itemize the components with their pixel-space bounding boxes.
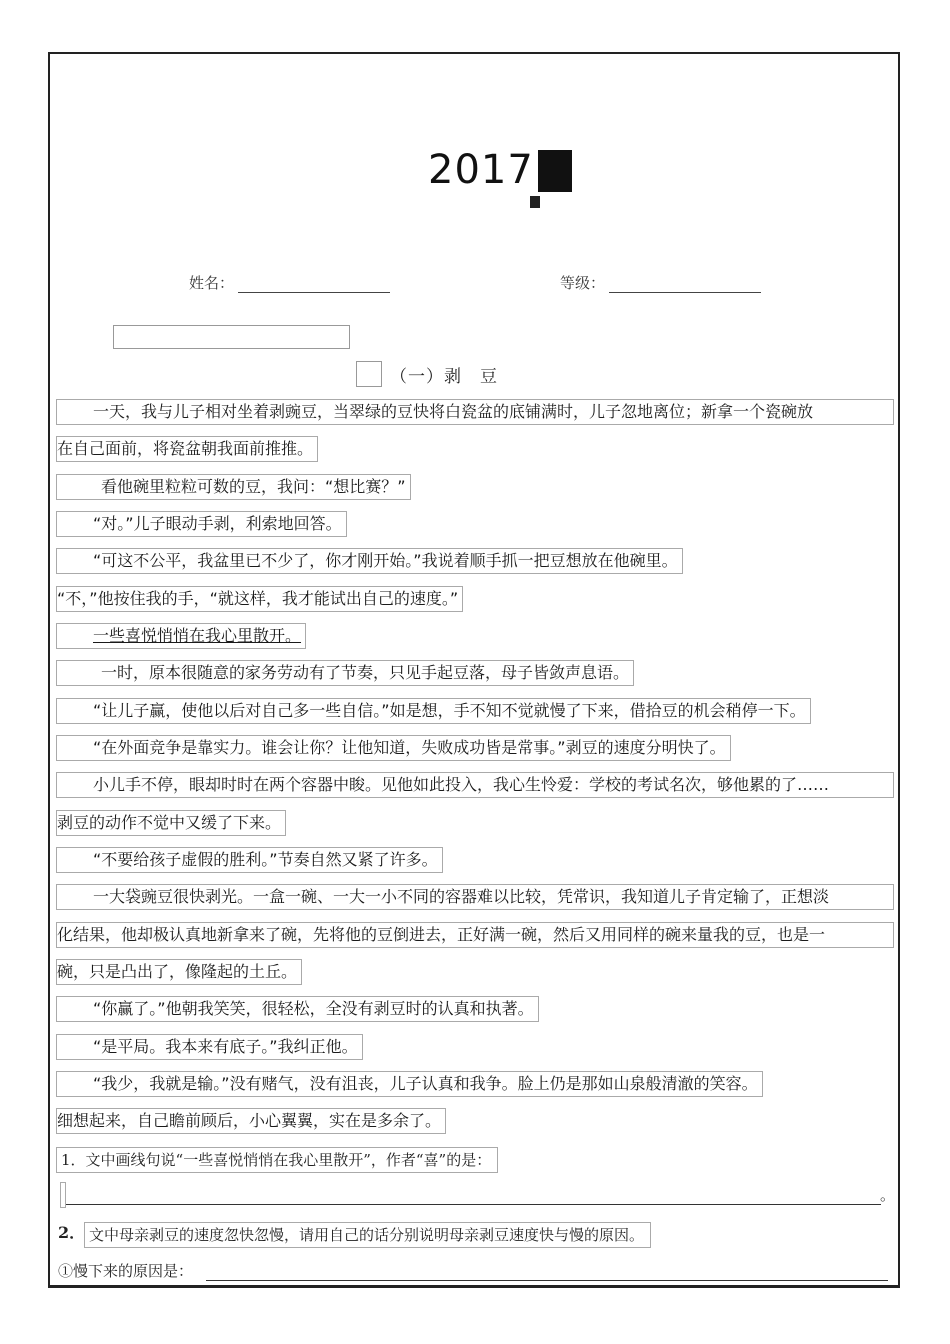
paragraph-line: 在自己面前，将瓷盆朝我面前推推。 [56,436,318,462]
answer-2-1-line[interactable] [206,1262,888,1281]
question-2: 文中母亲剥豆的速度忽快忽慢，请用自己的话分别说明母亲剥豆速度快与慢的原因。 [84,1222,651,1248]
grade-field[interactable] [560,272,761,293]
answer-1-period: 。 [880,1186,896,1204]
question-2-sub-1: ①慢下来的原因是： [58,1262,194,1280]
paragraph-line: 小儿手不停，眼却时时在两个容器中睃。见他如此投入，我心生怜爱：学校的考试名次，够他累的了…… [56,772,894,798]
name-field[interactable] [189,272,390,293]
paragraph-line: 一大袋豌豆很快剥光。一盒一碗、一大一小不同的容器难以比较，凭常识，我知道儿子肯定输了，正想淡 [56,884,894,910]
underlined-sentence: 一些喜悦悄悄在我心里散开。 [93,626,302,645]
paragraph-line: 碗，只是凸出了，像隆起的土丘。 [56,959,302,985]
paragraph-line: 细想起来，自己瞻前顾后，小心翼翼，实在是多余了。 [56,1108,446,1134]
paragraph-line: 一天，我与儿子相对坐着剥豌豆，当翠绿的豆快将白瓷盆的底铺满时，儿子忽地离位；新拿一个瓷碗放 [56,399,894,425]
paragraph-line: “是平局。我本来有底子。”我纠正他。 [56,1034,363,1060]
paragraph-line: “不，”他按住我的手，“就这样，我才能试出自己的速度。” [56,586,463,612]
name-label: 姓名： [189,274,235,292]
paragraph-line: “可这不公平，我盆里已不少了，你才刚开始。”我说着顺手抓一把豆想放在他碗里。 [56,548,683,574]
redacted-title-block [538,150,572,192]
question-1: 1．文中画线句说“一些喜悦悄悄在我心里散开”，作者“喜”的是： [56,1147,498,1173]
document-title [428,146,572,196]
grade-label: 等级： [560,274,606,292]
paragraph-line: 看他碗里粒粒可数的豆，我问：“想比赛？” [56,474,411,500]
paragraph-line: “让儿子赢，使他以后对自己多一些自信。”如是想，手不知不觉就慢了下来，借拾豆的机会稍停一下。 [56,698,811,724]
paragraph-line [56,623,306,649]
section-marker-box [356,361,382,387]
paragraph-line: 一时，原本很随意的家务劳动有了节奏，只见手起豆落，母子皆敛声息语。 [56,660,634,686]
paragraph-line: 剥豆的动作不觉中又缓了下来。 [56,810,286,836]
header-textbox [113,325,350,349]
grade-input-line[interactable] [609,276,761,293]
paragraph-line: “在外面竞争是靠实力。谁会让你？让他知道，失败成功皆是常事。”剥豆的速度分明快了。 [56,735,731,761]
paragraph-line: 化结果，他却极认真地新拿来了碗，先将他的豆倒进去，正好满一碗，然后又用同样的碗来量我的豆，也是一 [56,922,894,948]
question-2-number: 2． [58,1223,86,1242]
title-year: 2017 [428,147,534,193]
answer-1-line[interactable] [66,1186,881,1205]
redacted-subtitle-block [530,196,540,208]
name-input-line[interactable] [238,276,390,293]
section-title: （一）剥 豆 [390,367,498,387]
paragraph-line: “对。”儿子眼动手剥，利索地回答。 [56,511,347,537]
paragraph-line: “我少，我就是输。”没有赌气，没有沮丧，儿子认真和我争。脸上仍是那如山泉般清澈的笑容。 [56,1071,763,1097]
paragraph-line: “你赢了。”他朝我笑笑，很轻松，全没有剥豆时的认真和执著。 [56,996,539,1022]
paragraph-line: “不要给孩子虚假的胜利。”节奏自然又紧了许多。 [56,847,443,873]
